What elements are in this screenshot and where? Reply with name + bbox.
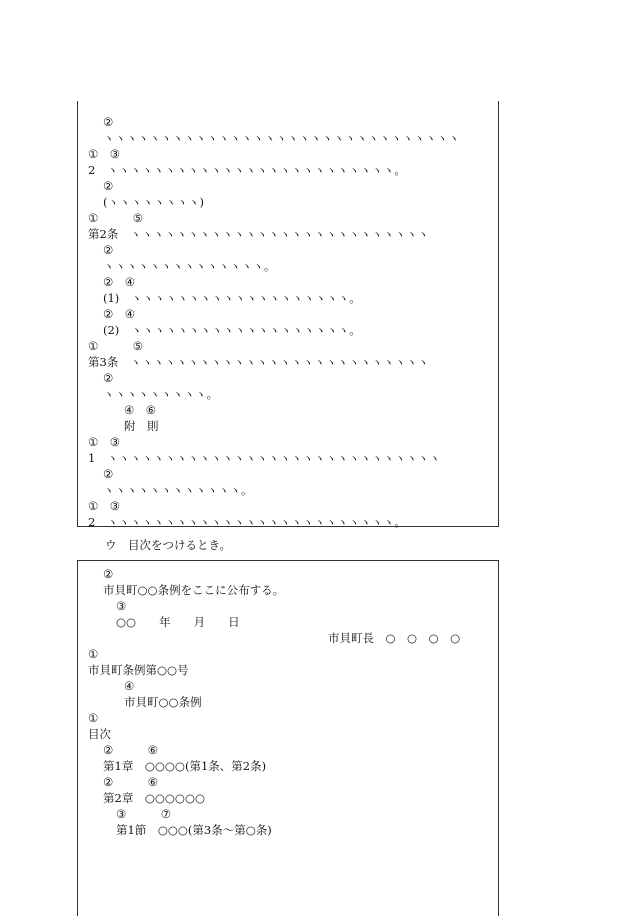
doc-line: ヽヽヽヽヽヽヽヽヽヽヽヽヽヽ。 xyxy=(103,259,276,273)
doc-line: ④ ⑥ xyxy=(124,403,157,417)
doc-line: ① ⑤ xyxy=(88,339,144,353)
doc-line: ② ④ xyxy=(103,275,136,289)
doc-line: ① ③ xyxy=(88,147,121,161)
doc-line: ① ③ xyxy=(88,435,121,449)
doc-line: (ヽヽヽヽヽヽヽヽ) xyxy=(103,195,204,209)
doc-line: 市貝町○○条例をここに公布する。 xyxy=(103,583,285,597)
doc-line: ② xyxy=(103,115,114,129)
doc-line: 第1章 ○○○○(第1条、第2条) xyxy=(103,759,267,773)
doc-line: (1) ヽヽヽヽヽヽヽヽヽヽヽヽヽヽヽヽヽヽヽ。 xyxy=(103,291,361,305)
doc-line: 第2条 ヽヽヽヽヽヽヽヽヽヽヽヽヽヽヽヽヽヽヽヽヽヽヽヽヽヽ xyxy=(88,227,429,241)
doc-line: ② xyxy=(103,179,114,193)
doc-line: 市貝町条例第○○号 xyxy=(88,663,189,677)
doc-line: ヽヽヽヽヽヽヽヽヽヽヽヽヽヽヽヽヽヽヽヽヽヽヽヽヽヽヽヽヽヽヽ xyxy=(103,131,460,145)
doc-heading: 附 則 xyxy=(124,419,159,433)
doc-line: 市貝町長 ○ ○ ○ ○ xyxy=(328,631,461,645)
doc-line: ② xyxy=(103,243,114,257)
doc-line: ③ xyxy=(116,599,127,613)
doc-line: ② ④ xyxy=(103,307,136,321)
section-caption: ウ 目次をつけるとき。 xyxy=(105,538,232,552)
doc-title: 市貝町○○条例 xyxy=(124,695,202,709)
doc-heading: 目次 xyxy=(88,727,111,741)
doc-line: 2 ヽヽヽヽヽヽヽヽヽヽヽヽヽヽヽヽヽヽヽヽヽヽヽヽヽ。 xyxy=(88,163,406,177)
doc-line: ① ⑤ xyxy=(88,211,144,225)
doc-line: 第2章 ○○○○○○ xyxy=(103,791,206,805)
doc-line: 第3条 ヽヽヽヽヽヽヽヽヽヽヽヽヽヽヽヽヽヽヽヽヽヽヽヽヽヽ xyxy=(88,355,429,369)
doc-line: ヽヽヽヽヽヽヽヽヽヽヽヽ。 xyxy=(103,483,253,497)
doc-line: ① xyxy=(88,647,99,661)
doc-line: ② xyxy=(103,567,114,581)
doc-line: ② ⑥ xyxy=(103,775,159,789)
doc-line: ○○ 年 月 日 xyxy=(116,615,240,629)
doc-line: ② ⑥ xyxy=(103,743,159,757)
doc-line: ④ xyxy=(124,679,135,693)
doc-line: (2) ヽヽヽヽヽヽヽヽヽヽヽヽヽヽヽヽヽヽヽ。 xyxy=(103,323,361,337)
doc-line: ② xyxy=(103,467,114,481)
doc-line: 第1節 ○○○(第3条～第○条) xyxy=(116,823,272,837)
doc-line: ② xyxy=(103,371,114,385)
doc-line: ① ③ xyxy=(88,499,121,513)
doc-line: ① xyxy=(88,711,99,725)
document-frame-lower xyxy=(77,560,499,916)
doc-line: ③ ⑦ xyxy=(116,807,172,821)
doc-line: 1 ヽヽヽヽヽヽヽヽヽヽヽヽヽヽヽヽヽヽヽヽヽヽヽヽヽヽヽヽヽ xyxy=(88,451,441,465)
doc-line: ヽヽヽヽヽヽヽヽヽ。 xyxy=(103,387,218,401)
doc-line: 2 ヽヽヽヽヽヽヽヽヽヽヽヽヽヽヽヽヽヽヽヽヽヽヽヽヽ。 xyxy=(88,515,406,529)
